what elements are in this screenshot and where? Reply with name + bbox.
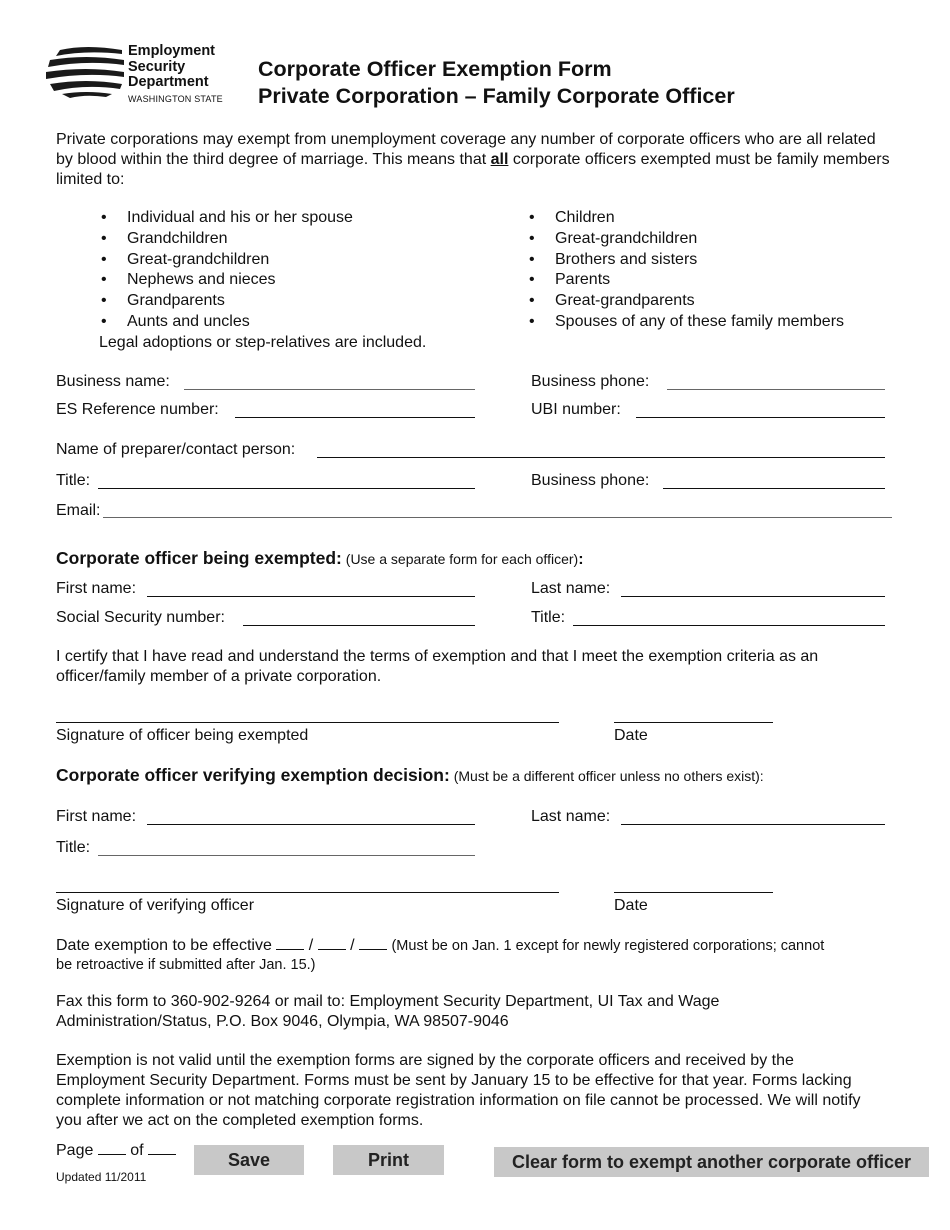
email-label: Email: xyxy=(56,502,101,519)
officer-heading-colon: : xyxy=(578,551,584,568)
list-item: • Children xyxy=(555,208,844,229)
officer-first-name-label: First name: xyxy=(56,580,137,597)
verifier-heading-text: Corporate officer verifying exemption decision: xyxy=(56,765,450,785)
form-title-line1: Corporate Officer Exemption Form xyxy=(258,57,612,81)
verifier-last-name-field[interactable] xyxy=(621,824,885,825)
verifier-title-label: Title: xyxy=(56,839,91,856)
page-label: Page xyxy=(56,1142,94,1159)
business-name-field[interactable] xyxy=(184,389,475,390)
verifier-heading xyxy=(56,765,764,786)
list-item: • Nephews and nieces xyxy=(127,270,353,291)
adoption-note: Legal adoptions or step-relatives are included. xyxy=(99,334,427,351)
officer-last-name-label: Last name: xyxy=(531,580,611,597)
effective-date-row xyxy=(56,935,896,956)
list-item: • Grandparents xyxy=(127,291,353,312)
logo-line-state: WASHINGTON STATE xyxy=(128,94,223,104)
es-reference-field[interactable] xyxy=(235,417,475,418)
clear-form-button[interactable]: Clear form to exempt another corporate officer xyxy=(494,1147,929,1177)
title-label: Title: xyxy=(56,472,91,489)
business-phone-field[interactable] xyxy=(667,389,885,390)
list-item: • Spouses of any of these family members xyxy=(555,312,844,333)
intro-paragraph xyxy=(56,130,896,190)
intro-text-1: Private corporations may exempt from unemployment coverage any number of corporate officers who are all related by blood within the third degree of marriage. This means that xyxy=(56,131,876,168)
validity-notice: Exemption is not valid until the exemption forms are signed by the corporate officers and received by the Employment Security Department. Forms must be sent by January 15 to be effective for that year. Forms lacking complete information or not matching corporate registration information on file cannot be processed. We will notify you after we act on the completed exemption forms. xyxy=(56,1052,861,1129)
business-phone-2-field[interactable] xyxy=(663,488,885,489)
esd-logo xyxy=(46,44,236,110)
logo-line-department: Department xyxy=(128,74,209,90)
officer-signature-field[interactable] xyxy=(56,722,559,723)
logo-line-employment: Employment xyxy=(128,43,216,59)
email-field[interactable] xyxy=(103,517,892,518)
page-total-field[interactable] xyxy=(148,1140,176,1155)
list-item: • Individual and his or her spouse xyxy=(127,208,353,229)
officer-signature-label: Signature of officer being exempted xyxy=(56,727,309,744)
list-item: • Brothers and sisters xyxy=(555,250,844,271)
officer-ssn-label: Social Security number: xyxy=(56,609,225,626)
title-field[interactable] xyxy=(98,488,475,489)
effective-note: (Must be on Jan. 1 except for newly registered corporations; cannot xyxy=(391,938,825,954)
verifier-heading-note: (Must be a different officer unless no others exist): xyxy=(449,768,764,784)
effective-sep-1: / xyxy=(308,937,314,954)
es-reference-label: ES Reference number: xyxy=(56,401,219,418)
ubi-number-label: UBI number: xyxy=(531,401,621,418)
of-label: of xyxy=(130,1142,144,1159)
officer-title-field[interactable] xyxy=(573,625,885,626)
print-button[interactable]: Print xyxy=(333,1145,444,1175)
verifier-first-name-field[interactable] xyxy=(147,824,475,825)
business-phone-2-label: Business phone: xyxy=(531,472,650,489)
verifier-title-field[interactable] xyxy=(98,855,475,856)
list-item: • Great-grandchildren xyxy=(555,229,844,250)
effective-date-label: Date exemption to be effective xyxy=(56,937,272,954)
officer-date-label: Date xyxy=(614,727,648,744)
list-item: • Great-grandparents xyxy=(555,291,844,312)
effective-month-field[interactable] xyxy=(276,935,304,950)
form-title xyxy=(258,56,735,110)
officer-heading-note: (Use a separate form for each officer) xyxy=(341,551,579,567)
officer-date-field[interactable] xyxy=(614,722,773,723)
business-name-label: Business name: xyxy=(56,373,170,390)
intro-emphasis: all xyxy=(490,151,509,168)
verifier-first-name-label: First name: xyxy=(56,808,137,825)
verifier-signature-label: Signature of verifying officer xyxy=(56,897,255,914)
preparer-field[interactable] xyxy=(317,457,885,458)
ubi-number-field[interactable] xyxy=(636,417,885,418)
esd-logo-mark-icon xyxy=(46,46,126,98)
officer-heading-text: Corporate officer being exempted: xyxy=(56,548,342,568)
list-item: • Parents xyxy=(555,270,844,291)
preparer-label: Name of preparer/contact person: xyxy=(56,441,296,458)
verifier-date-label: Date xyxy=(614,897,648,914)
save-button[interactable]: Save xyxy=(194,1145,304,1175)
list-item: • Grandchildren xyxy=(127,229,353,250)
updated-date: Updated 11/2011 xyxy=(56,1170,147,1184)
officer-first-name-field[interactable] xyxy=(147,596,475,597)
intro-text-2: corporate officers exempted must be family members limited to: xyxy=(56,151,890,188)
page-number xyxy=(56,1140,176,1161)
fax-instructions: Fax this form to 360-902-9264 or mail to: Employment Security Department, UI Tax and Wage Administration/Status, P.O. Box 9046, Olympia, WA 98507-9046 xyxy=(56,993,720,1030)
effective-sep-2: / xyxy=(350,937,355,954)
officer-title-label: Title: xyxy=(531,609,566,626)
logo-line-security: Security xyxy=(128,58,186,75)
effective-note-2: be retroactive if submitted after Jan. 15.) xyxy=(56,957,316,973)
verifier-last-name-label: Last name: xyxy=(531,808,611,825)
list-item: • Aunts and uncles xyxy=(127,312,353,333)
business-phone-label: Business phone: xyxy=(531,373,650,390)
officer-last-name-field[interactable] xyxy=(621,596,885,597)
family-list-left xyxy=(127,208,353,333)
family-list-right xyxy=(555,208,844,333)
officer-ssn-field[interactable] xyxy=(243,625,475,626)
effective-day-field[interactable] xyxy=(318,935,346,950)
form-title-line2: Private Corporation – Family Corporate Officer xyxy=(258,84,735,108)
page-current-field[interactable] xyxy=(98,1140,126,1155)
officer-heading xyxy=(56,548,584,569)
list-item: • Great-grandchildren xyxy=(127,250,353,271)
verifier-signature-field[interactable] xyxy=(56,892,559,893)
certify-statement: I certify that I have read and understand the terms of exemption and that I meet the exemption criteria as an officer/family member of a private corporation. xyxy=(56,648,819,685)
effective-year-field[interactable] xyxy=(359,935,387,950)
verifier-date-field[interactable] xyxy=(614,892,773,893)
